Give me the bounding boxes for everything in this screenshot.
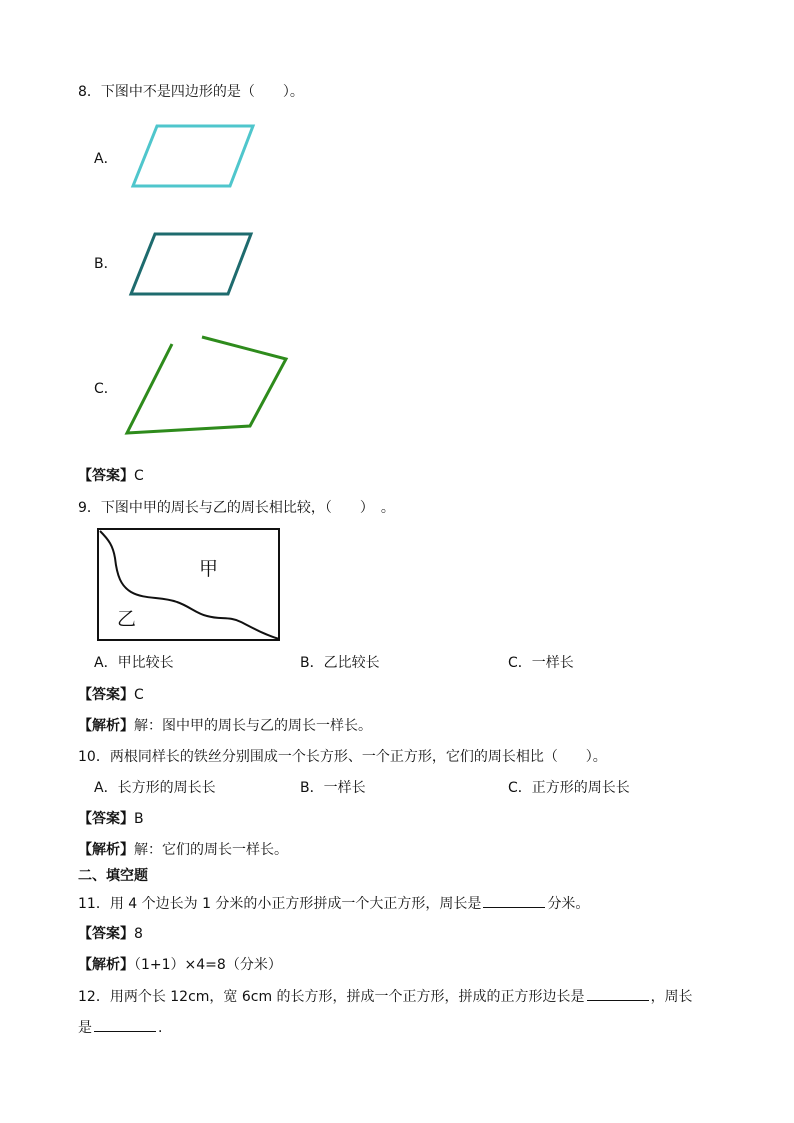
q8-option-b-label: B．	[94, 256, 118, 272]
q10-analysis-text: 解：它们的周长一样长。	[134, 842, 288, 858]
q9-answer-label: 【答案】	[78, 687, 134, 703]
q10-answer	[78, 809, 144, 829]
q11-analysis-label: 【解析】	[78, 957, 134, 973]
q9-option-b: B．乙比较长	[300, 655, 380, 671]
q10-analysis-label: 【解析】	[78, 842, 134, 858]
q11-answer-label: 【答案】	[78, 926, 134, 942]
q10-option-a: A．长方形的周长长	[94, 780, 216, 796]
q9-figure	[97, 528, 281, 642]
q12-perimeter-blank[interactable]	[94, 1017, 156, 1032]
q11-answer-blank[interactable]	[483, 893, 545, 908]
q9-option-a: A．甲比较长	[94, 655, 174, 671]
q9-label-yi: 乙	[117, 608, 137, 630]
q9-answer	[78, 685, 144, 705]
q12-stem-perimeter-text: ，周长	[650, 989, 693, 1005]
q9-stem: 9．下图中甲的周长与乙的周长相比较，（ ） 。	[78, 500, 395, 516]
q11-answer-value: 8	[134, 926, 143, 942]
q10-analysis	[78, 840, 288, 860]
q11-analysis	[78, 955, 282, 975]
q9-analysis-label: 【解析】	[78, 718, 134, 734]
q8-answer-label: 【答案】	[78, 468, 134, 484]
q12-side-length-blank[interactable]	[587, 986, 649, 1001]
q8-answer-value: C	[134, 468, 144, 484]
section-fill-in-title: 二、填空题	[78, 868, 148, 884]
q8-answer	[78, 466, 144, 486]
q12-stem-end: .	[158, 1020, 163, 1036]
q11-stem-unit: 分米。	[547, 896, 590, 912]
q8-shape-c	[127, 337, 286, 433]
q8-shape-b	[131, 234, 251, 294]
q10-option-c: C．正方形的周长长	[508, 780, 630, 796]
q11-analysis-text: （1+1）×4=8（分米）	[134, 957, 282, 973]
q10-option-b: B．一样长	[300, 780, 366, 796]
q10-stem: 10．两根同样长的铁丝分别围成一个长方形、一个正方形，它们的周长相比（ ）。	[78, 749, 607, 765]
q9-option-c: C．一样长	[508, 655, 574, 671]
q8-shape-a	[133, 126, 253, 186]
q8-stem: 8．下图中不是四边形的是（ ）。	[78, 84, 304, 100]
q12-stem-text: 12．用两个长 12cm，宽 6cm 的长方形，拼成一个正方形，拼成的正方形边长是	[78, 989, 585, 1005]
q9-answer-value: C	[134, 687, 144, 703]
q11-answer	[78, 924, 143, 944]
q11-stem-text: 11．用 4 个边长为 1 分米的小正方形拼成一个大正方形，周长是	[78, 896, 482, 912]
q10-answer-label: 【答案】	[78, 811, 134, 827]
q10-answer-value: B	[134, 811, 144, 827]
q8-option-c-open-shape-figure	[120, 330, 300, 440]
q8-option-a-label: A．	[94, 151, 118, 167]
q9-label-jia: 甲	[199, 558, 219, 580]
q11-stem	[78, 893, 589, 914]
q12-stem-line2	[78, 1017, 162, 1038]
q9-analysis	[78, 716, 372, 736]
q9-analysis-text: 解：图中甲的周长与乙的周长一样长。	[134, 718, 372, 734]
q8-option-c-label: C．	[94, 381, 118, 397]
q8-option-a-parallelogram-figure	[125, 120, 265, 192]
q8-option-b-parallelogram-figure	[125, 228, 265, 300]
q12-stem-line1	[78, 986, 693, 1007]
q12-stem-line2-text: 是	[78, 1020, 92, 1036]
